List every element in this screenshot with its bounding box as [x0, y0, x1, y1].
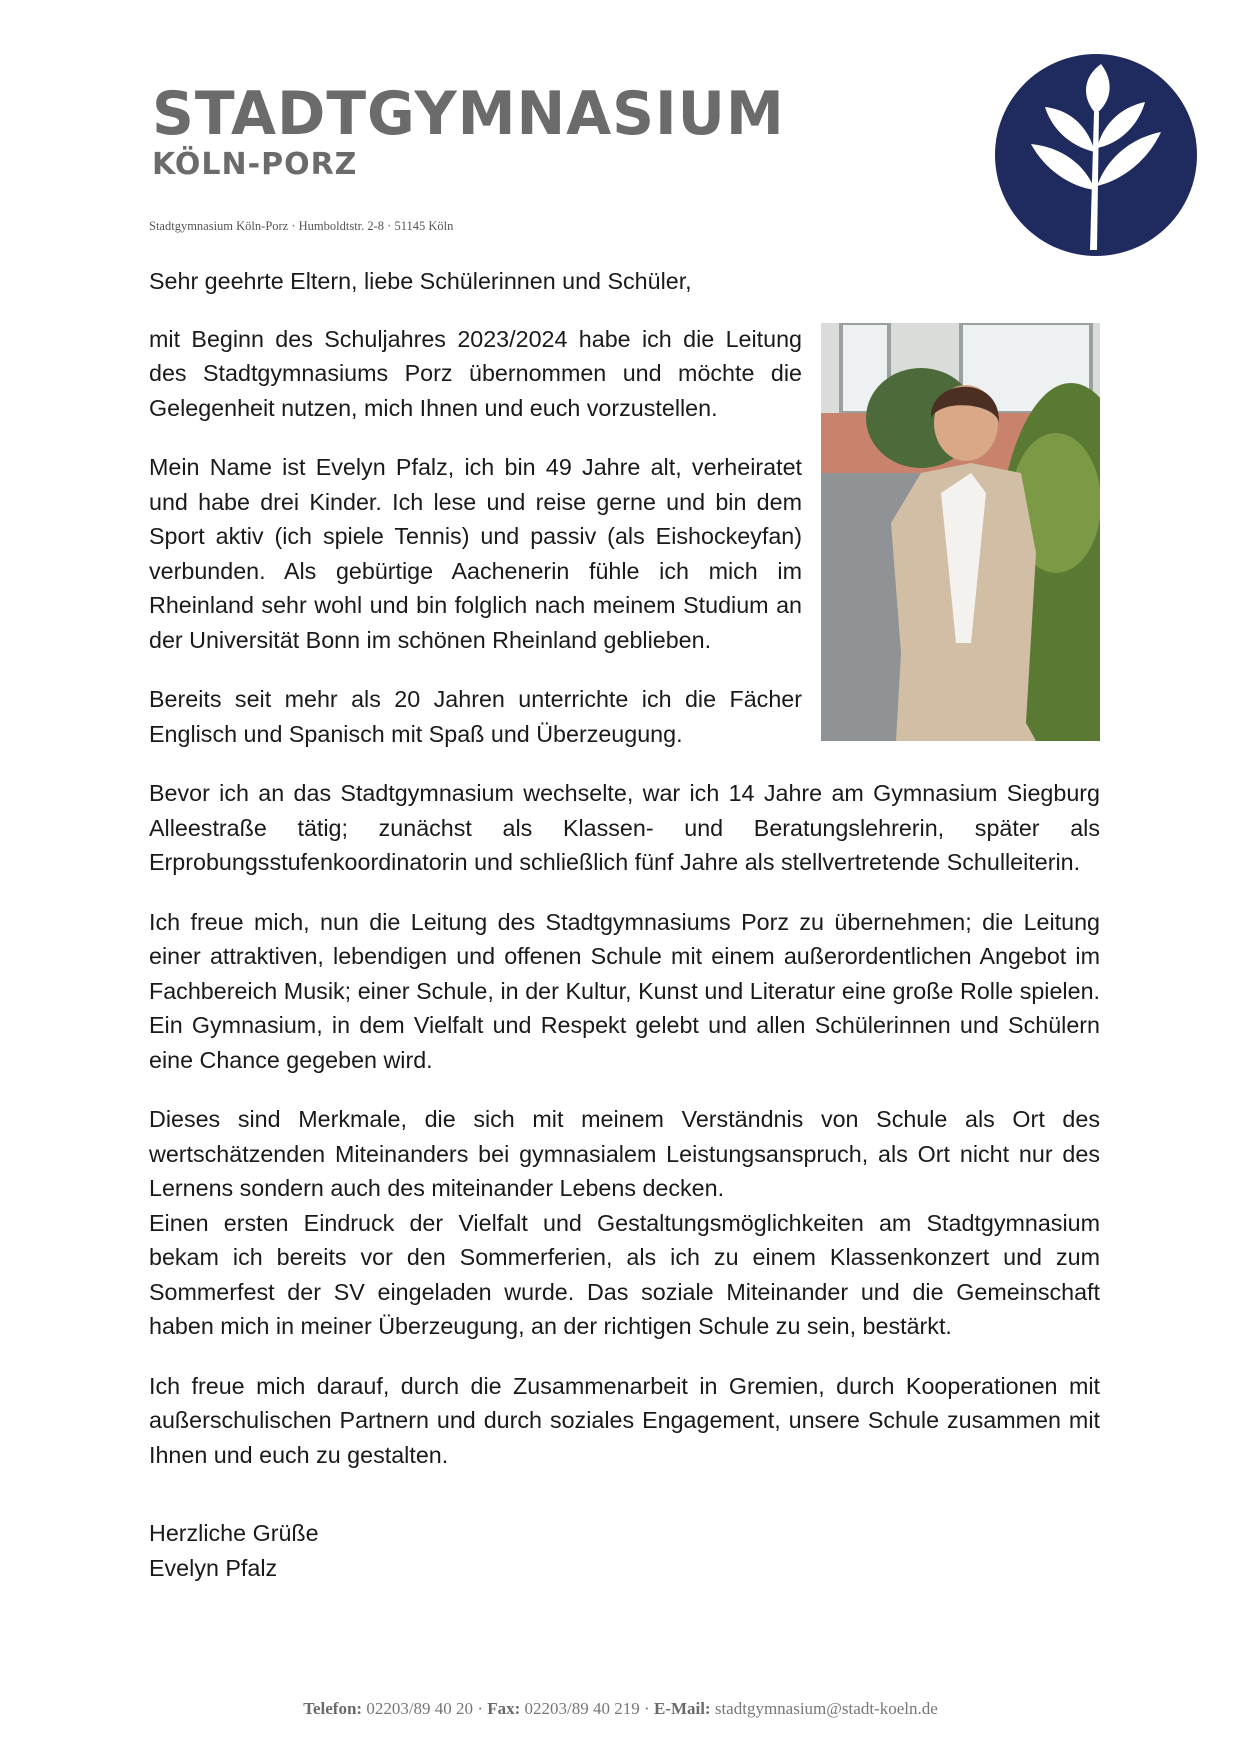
- fax-label: Fax:: [487, 1699, 521, 1718]
- paragraph-impression: Einen ersten Eindruck der Vielfalt und Gestaltungsmöglichkeiten am Stadtgymnasium bekam ich bereits vor den Sommerferien, als ich zu einem Klassenkonzert und zum Sommerfest der SV eingeladen wurde. Das soziale Miteinander und die Gemeinschaft haben mich in meiner Überzeugung, an der richtigen Schule zu sein, bestärkt.: [149, 1209, 1100, 1339]
- footer-contact: Telefon: 02203/89 40 20 · Fax: 02203/89 40 219 · E-Mail: stadtgymnasium@stadt-koeln.de: [303, 1699, 938, 1718]
- school-logo-text: [152, 79, 804, 182]
- email-address: stadtgymnasium@stadt-koeln.de: [714, 1699, 938, 1718]
- logo-main: STADTGYMNASIUM: [152, 79, 785, 149]
- sender-address: Stadtgymnasium Köln-Porz · Humboldtstr. 2-8 · 51145 Köln: [149, 219, 454, 233]
- paragraph-personal: Mein Name ist Evelyn Pfalz, ich bin 49 Jahre alt, verheiratet und habe drei Kinder. Ich lese und reise gerne und bin dem Sport aktiv (ich spiele Tennis) und passiv (als Eishockeyfan) verbunden. Als gebürtige Aachenerin fühle ich mich im Rheinland sehr wohl und bin folglich nach meinem Studium an der Universität Bonn im schönen Rheinland geblieben.: [149, 454, 802, 653]
- email-label: E-Mail:: [653, 1699, 711, 1718]
- paragraph-career: Bevor ich an das Stadtgymnasium wechselte, war ich 14 Jahre am Gymnasium Siegburg Alleestraße tätig; zunächst als Klassen- und Beratungslehrerin, später als Erprobungsstufenkoordinatorin und schließlich fünf Jahre als stellvertretende Schulleiterin.: [149, 780, 1100, 875]
- logo-sub: KÖLN-PORZ: [152, 147, 358, 182]
- paragraph-subjects: Bereits seit mehr als 20 Jahren unterrichte ich die Fächer Englisch und Spanisch mit Spaß und Überzeugung.: [149, 686, 802, 747]
- school-emblem-leaf-icon: [993, 52, 1199, 258]
- phone-label: Telefon:: [303, 1699, 363, 1718]
- letter-body: [149, 264, 1100, 1585]
- phone-number: 02203/89 40 20: [366, 1699, 474, 1718]
- paragraph-intro: mit Beginn des Schuljahres 2023/2024 habe ich die Leitung des Stadtgymnasiums Porz übernommen und möchte die Gelegenheit nutzen, mich Ihnen und euch vorzustellen.: [149, 325, 802, 421]
- paragraph-school: Ich freue mich, nun die Leitung des Stadtgymnasiums Porz zu übernehmen; die Leitung einer attraktiven, lebendigen und offenen Schule mit einem außerordentlichen Angebot im Fachbereich Musik; einer Schule, in der Kultur, Kunst und Literatur eine große Rolle spielen. Ein Gymnasium, in dem Vielfalt und Respekt gelebt und allen Schülerinnen und Schülern eine Chance gegeben wird.: [149, 908, 1100, 1073]
- salutation: Sehr geehrte Eltern, liebe Schülerinnen und Schüler,: [149, 268, 692, 294]
- signature-block: [149, 1516, 1100, 1585]
- closing: Herzliche Grüße: [149, 1520, 319, 1546]
- paragraph-values: Dieses sind Merkmale, die sich mit meinem Verständnis von Schule als Ort des wertschätzenden Miteinanders bei gymnasialem Leistungsanspruch, als Ort nicht nur des Lernens sondern auch des miteinander Lebens decken.: [149, 1106, 1100, 1201]
- paragraph-outlook: Ich freue mich darauf, durch die Zusammenarbeit in Gremien, durch Kooperationen mit außerschulischen Partnern und durch soziales Engagement, unsere Schule zusammen mit Ihnen und euch zu gestalten.: [149, 1372, 1100, 1468]
- fax-number: 02203/89 40 219: [524, 1699, 640, 1718]
- signature-name: Evelyn Pfalz: [149, 1554, 278, 1581]
